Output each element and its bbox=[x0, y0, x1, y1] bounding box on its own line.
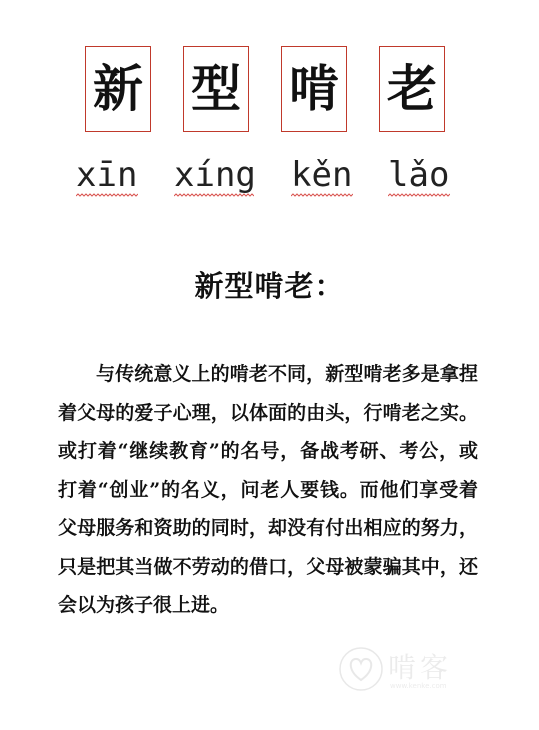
spellcheck-squiggle-4 bbox=[388, 193, 450, 197]
watermark-heart-logo-icon bbox=[338, 646, 384, 692]
title-char-box-1: 新 bbox=[85, 46, 151, 132]
watermark-text: 啃客 bbox=[388, 651, 453, 684]
body-paragraph: 与传统意义上的啃老不同，新型啃老多是拿捏着父母的爱子心理，以体面的由头，行啃老之实。或打着“继续教育”的名号，备战考研、考公，或打着“创业”的名义，问老人要钱。而他们享受着父母服务和资助的同时，却没有付出相应的努力，只是把其当做不劳动的借口，父母被蒙骗其中，还会以为孩子很上进。 bbox=[58, 363, 478, 616]
pinyin-text-2: xíng bbox=[174, 155, 256, 195]
spellcheck-squiggle-2 bbox=[174, 193, 254, 197]
spellcheck-squiggle-1 bbox=[76, 193, 138, 197]
title-char-box-2: 型 bbox=[183, 46, 249, 132]
title-char-box-3: 啃 bbox=[281, 46, 347, 132]
watermark-url: www.kenke.com bbox=[390, 682, 447, 690]
pinyin-text-3: kěn bbox=[291, 155, 353, 195]
pinyin-syllable-1 bbox=[76, 152, 137, 198]
pinyin-text-1: xīn bbox=[76, 155, 138, 195]
spellcheck-squiggle-3 bbox=[291, 193, 353, 197]
pinyin-syllable-3 bbox=[291, 152, 352, 198]
watermark bbox=[338, 644, 468, 696]
title-char-box-4: 老 bbox=[379, 46, 445, 132]
pinyin-row bbox=[0, 152, 539, 202]
title-character-row bbox=[0, 46, 539, 132]
section-heading: 新型啃老： bbox=[194, 269, 345, 303]
pinyin-text-4: lǎo bbox=[388, 155, 450, 195]
pinyin-syllable-2 bbox=[174, 152, 256, 198]
pinyin-syllable-4 bbox=[388, 152, 449, 198]
